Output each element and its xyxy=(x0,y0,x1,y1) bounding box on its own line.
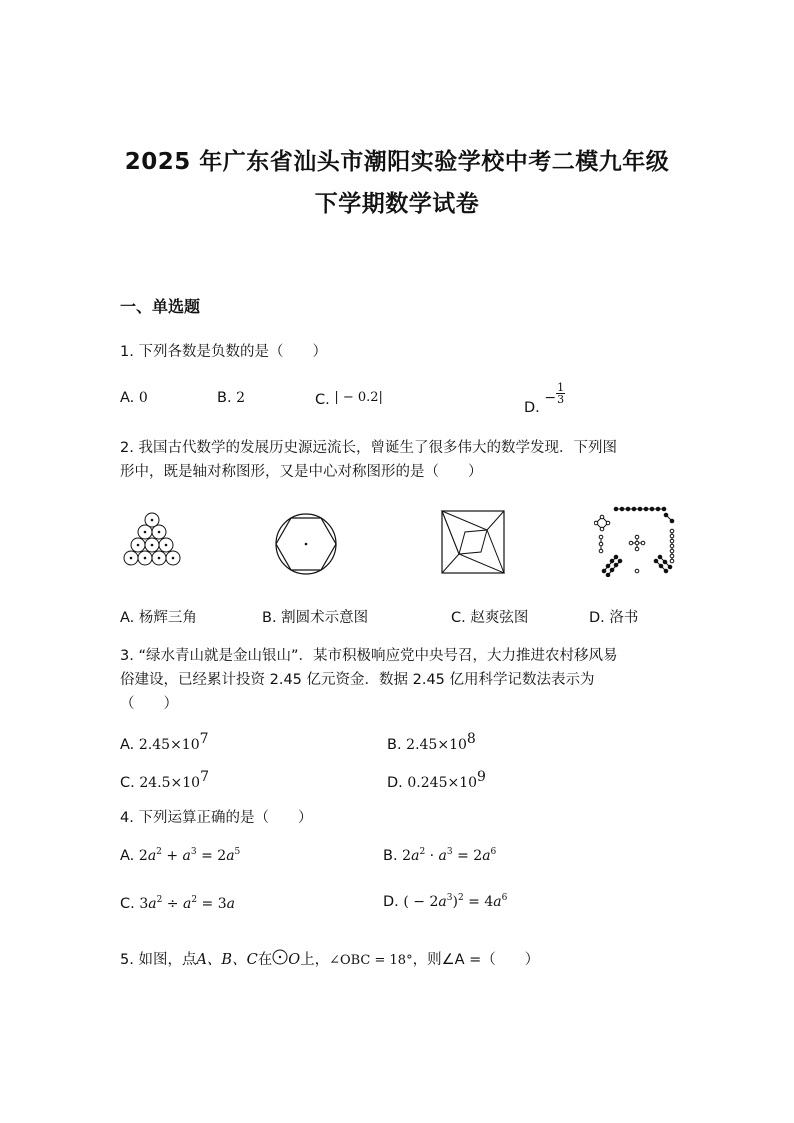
q5-tail: ，则∠A =（ ） xyxy=(412,952,540,968)
q3-option-d[interactable] xyxy=(387,769,486,791)
option-text: 洛书 xyxy=(609,610,639,626)
option-label: A. xyxy=(120,610,135,626)
question-1-stem: 1. 下列各数是负数的是（ ） xyxy=(120,344,327,360)
option-label: A. xyxy=(120,737,135,753)
question-5-stem xyxy=(120,948,539,973)
option-label: A. xyxy=(120,390,135,406)
question-3-stem-line3: （ ） xyxy=(120,696,178,712)
option-exponent: 7 xyxy=(199,731,209,747)
q5-suffix: 上， xyxy=(300,952,330,968)
q4-option-c[interactable] xyxy=(120,895,235,912)
q2-option-b[interactable] xyxy=(262,606,368,627)
q5-circle-letter: O xyxy=(288,952,301,968)
question-3-stem-line1: 3. “绿水青山就是金山银山”．某市积极响应党中央号召，大力推进农村移风易 xyxy=(120,648,618,664)
option-text: 割圆术示意图 xyxy=(281,610,369,626)
circle-cutting-figure xyxy=(272,510,340,578)
q3-option-b[interactable] xyxy=(387,731,476,753)
numerator: 1 xyxy=(557,381,565,394)
q5-points: A、B、C xyxy=(196,952,258,968)
q5-prefix: 5. 如图，点 xyxy=(120,952,197,968)
option-base: 2.45×10 xyxy=(138,737,200,753)
option-expression: $2a^2 \cdot a^3 = 2a^6$ xyxy=(402,847,497,864)
option-text: 赵爽弦图 xyxy=(470,610,529,626)
option-value: 2 xyxy=(236,390,246,406)
option-expression: ( − $2a^3)^2 = 4a^6$ xyxy=(403,893,508,910)
option-base: 24.5×10 xyxy=(139,775,201,791)
q3-option-c[interactable] xyxy=(120,769,209,791)
option-label: C. xyxy=(120,775,135,791)
option-base: 2.45×10 xyxy=(406,737,467,753)
option-label: D. xyxy=(387,775,403,791)
option-label: C. xyxy=(120,896,135,912)
option-label: D. xyxy=(383,894,399,910)
option-label: B. xyxy=(262,610,277,626)
q5-mid: 在 xyxy=(257,952,273,968)
yang-hui-triangle-figure xyxy=(118,508,186,572)
option-text: 杨辉三角 xyxy=(138,610,197,626)
option-label: B. xyxy=(387,737,402,753)
q4-option-a[interactable] xyxy=(120,847,240,864)
option-base: 0.245×10 xyxy=(407,775,478,791)
denominator: 3 xyxy=(557,393,565,406)
q2-option-c[interactable] xyxy=(451,606,528,627)
q4-option-d[interactable] xyxy=(383,893,507,910)
q3-option-a[interactable] xyxy=(120,731,209,753)
q1-option-c[interactable] xyxy=(315,390,383,408)
q2-option-a[interactable] xyxy=(120,606,197,627)
fraction xyxy=(556,382,565,405)
option-label: C. xyxy=(451,610,466,626)
option-label: B. xyxy=(217,390,232,406)
option-value: 0 xyxy=(138,390,148,406)
option-sign: − xyxy=(544,389,557,406)
option-label: D. xyxy=(524,399,540,416)
question-2-stem-line1: 2. 我国古代数学的发展历史源远流长，曾诞生了很多伟大的数学发现．下列图 xyxy=(120,440,617,456)
q5-angle: ∠OBC = 18° xyxy=(329,953,413,968)
question-4-stem: 4. 下列运算正确的是（ ） xyxy=(120,810,313,826)
q2-option-d[interactable] xyxy=(589,606,638,627)
option-label: B. xyxy=(383,848,398,864)
option-value: | − 0.2| xyxy=(334,390,383,405)
option-label: C. xyxy=(315,392,330,408)
option-label: D. xyxy=(589,610,605,626)
section-heading-single-choice: 一、单选题 xyxy=(120,297,201,316)
exam-title-line2: 下学期数学试卷 xyxy=(314,191,480,217)
q1-option-a[interactable] xyxy=(120,390,148,406)
option-exponent: 7 xyxy=(200,769,209,785)
question-3-stem-line2: 俗建设，已经累计投资 2.45 亿元资金．数据 2.45 亿用科学记数法表示为 xyxy=(120,672,595,688)
exam-title-line1: 2025 年广东省汕头市潮阳实验学校中考二模九年级 xyxy=(124,149,670,175)
option-exponent: 8 xyxy=(466,731,476,747)
option-expression: $2a^2 + a^3 = 2a^5$ xyxy=(138,847,241,864)
question-2-stem-line2: 形中，既是轴对称图形，又是中心对称图形的是（ ） xyxy=(120,464,483,480)
circle-dot-icon xyxy=(272,949,288,965)
q4-option-b[interactable] xyxy=(383,847,496,864)
q1-option-b[interactable] xyxy=(217,390,245,406)
zhao-shuang-string-diagram xyxy=(441,510,505,574)
option-expression: $3a^2 \div a^2 = 3a$ xyxy=(139,895,235,912)
luo-shu-figure xyxy=(594,505,678,577)
option-label: A. xyxy=(120,848,135,864)
q1-option-d[interactable] xyxy=(524,381,565,416)
option-exponent: 9 xyxy=(477,769,486,785)
